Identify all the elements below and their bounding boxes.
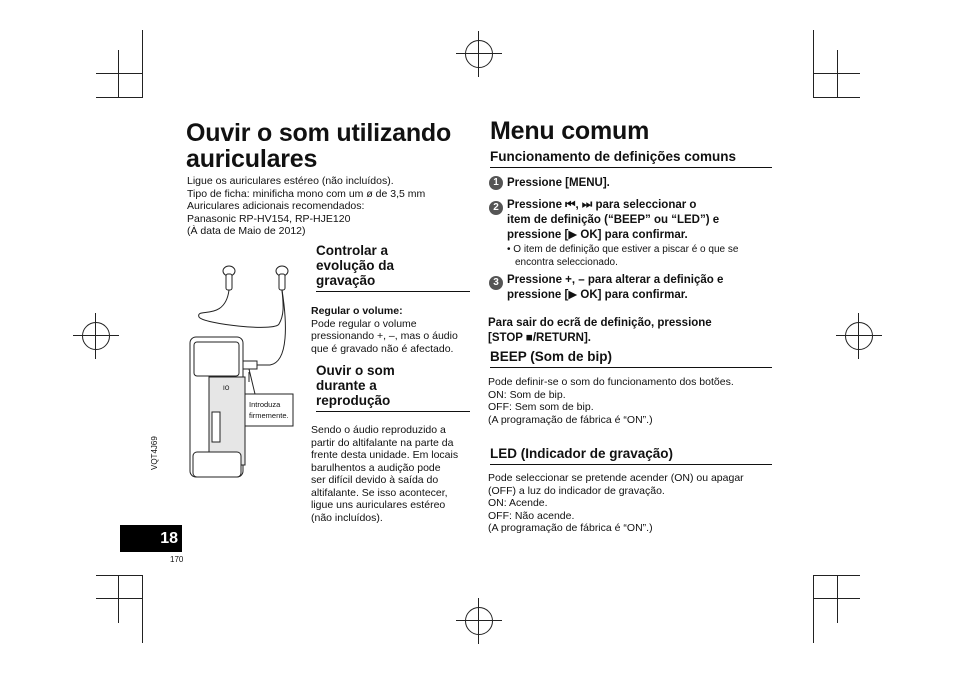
registration-mark [465,607,493,635]
crop-mark [118,50,119,98]
crop-mark [118,575,119,623]
crop-mark [837,575,838,623]
led-heading: LED (Indicador de gravação) [490,446,772,465]
crop-mark [96,73,143,74]
crop-mark [142,575,143,643]
exit-instruction: Para sair do ecrã de definição, pressione [STOP ■/RETURN]. [488,317,712,344]
beep-text: Pode definir-se o som do funcionamento dos botões. ON: Som de bip. OFF: Sem som de bip. (A programação de fábrica é “ON”.) [488,376,734,426]
crop-mark [837,50,838,98]
step-2-note: • O item de definição que estiver a piscar é o que se encontra seleccionado. [507,244,739,268]
subsection-heading-playback: Ouvir o som durante a reprodução [316,363,470,412]
step-3: Pressione +, – para alterar a definição e pressione [▶ OK] para confirmar. [507,274,724,301]
earphone-device-illustration [185,262,297,484]
step-2: Pressione ⏮, ⏭ para seleccionar o item de definição (“BEEP” ou “LED”) e pressione [▶ OK] para confirmar. [507,199,720,241]
volume-text: Regular o volume: Pode regular o volume pressionando +, –, mas o áudio que é gravado não é afectado. [311,305,458,355]
registration-mark [82,322,110,350]
callout-text: Introduza firmemente. [249,400,289,420]
step-number-3: 3 [489,276,503,290]
crop-mark [813,575,814,643]
subsection-heading-volume: Controlar a evolução da gravação [316,243,470,292]
svg-text:IO: IO [223,385,230,392]
model-code: VQT4J69 [150,436,159,470]
crop-mark [813,30,814,98]
intro-text: Ligue os auriculares estéreo (não incluídos). Tipo de ficha: minificha mono com um ø de 3,5 mm Auriculares adicionais recomendados: Panasonic RP-HV154, RP-HJE120 (À data de Maio de 2012) [187,175,426,237]
registration-mark [845,322,873,350]
crop-mark [96,575,143,576]
playback-text: Sendo o áudio reproduzido a partir do altifalante na parte da frente desta unidade. Em locais barulhentos a audição pode ser difícil devido à saída do altifalante. Se isso acontecer, ligue uns auriculares estéreo (não incluídos). [311,424,459,524]
settings-heading: Funcionamento de definições comuns [490,149,772,168]
menu-title: Menu comum [490,117,650,145]
crop-mark [96,97,143,98]
sheet-number: 170 [170,555,184,564]
step-number-2: 2 [489,201,503,215]
crop-mark [96,598,143,599]
step-1: Pressione [MENU]. [507,177,610,189]
step-number-1: 1 [489,176,503,190]
beep-heading: BEEP (Som de bip) [490,349,772,368]
crop-mark [813,575,860,576]
page-number: 18 [120,525,182,552]
registration-mark [465,40,493,68]
crop-mark [142,30,143,98]
led-text: Pode seleccionar se pretende acender (ON) ou apagar (OFF) a luz do indicador de gravação. ON: Acende. OFF: Não acende. (A programação de fábrica é “ON”.) [488,472,744,534]
section-title: Ouvir o som utilizando auriculares [186,119,452,173]
crop-mark [813,97,860,98]
